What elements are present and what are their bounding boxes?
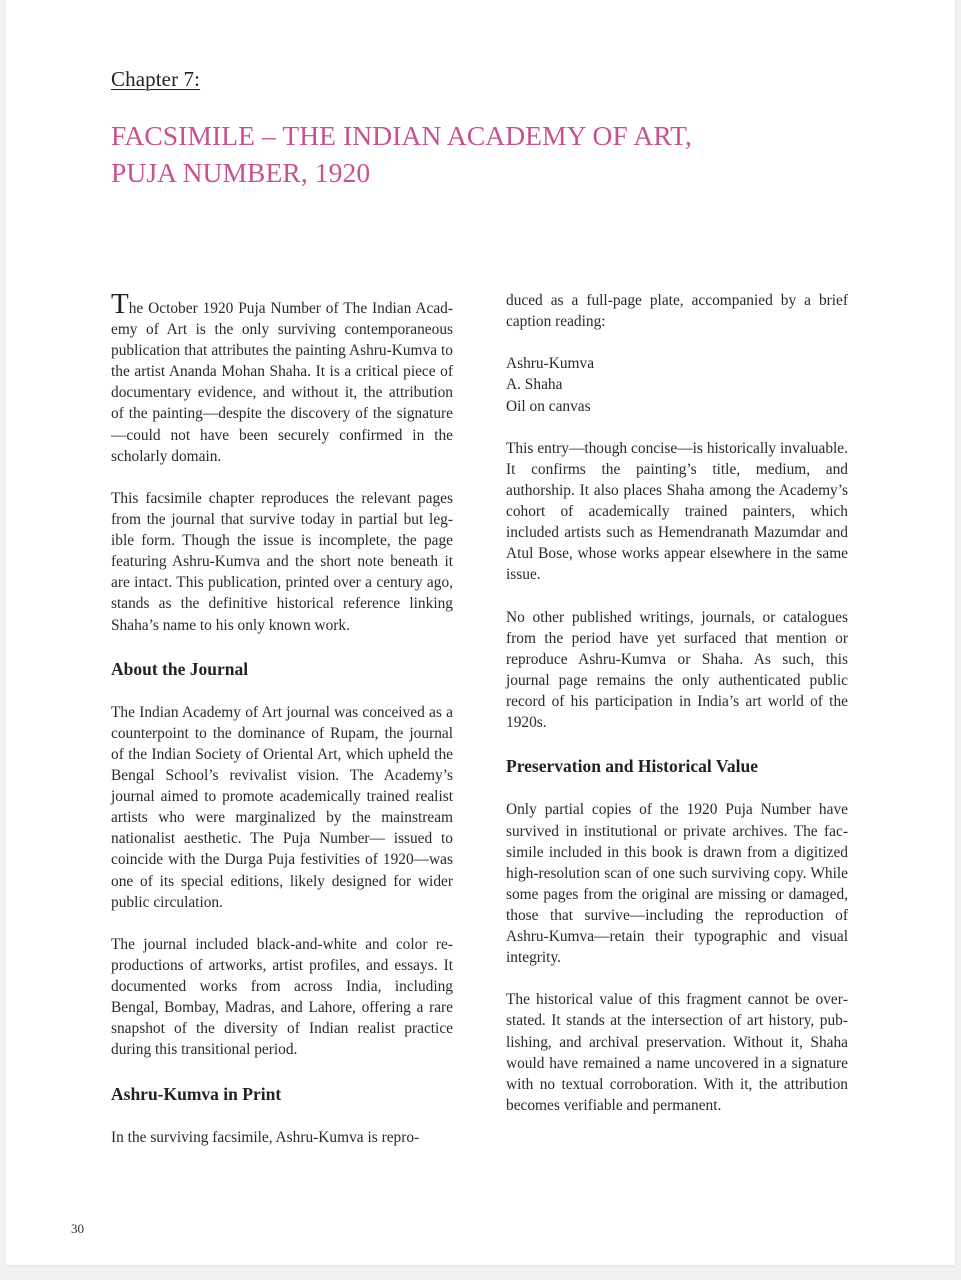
body-paragraph: In the surviving facsimile, Ashru-Kumva is repro-: [111, 1128, 420, 1146]
body-paragraph: No other published writings, journals, or catalogues from the period have yet surfaced that mention or reproduce Ashru-Kumva or Shaha. As such, this journal page remains the only authenticated public record of his participation in India’s art world of the 1920s.: [506, 608, 848, 732]
body-paragraph: This entry—though concise—is historically invaluable. It confirms the painting’s title, medium, and authorship. It also places Shaha among the Academy’s cohort of academically trained painters, which included artists such as Hemendranath Mazumdar and Atul Bose, whose works appear elsewhere in the same issue.: [506, 439, 848, 584]
intro-text: he October 1920 Puja Number of The Indian Academy of Art is the only surviving contemporaneous publication that attributes the painting Ashru-Kumva to the artist Ananda Mohan Shaha. It is a critical piece of documentary evidence, and without it, the attribution of the painting—despite the discovery of the signature—could not have been securely confirmed in the scholarly domain.: [111, 300, 453, 465]
body-paragraph: duced as a full-page plate, accompanied by a brief caption reading:: [506, 292, 848, 331]
chapter-title-line-2: PUJA NUMBER, 1920: [111, 157, 371, 188]
section-heading-about-journal: About the Journal: [111, 658, 249, 679]
drop-cap: T: [111, 288, 129, 320]
section-heading-preservation: Preservation and Historical Value: [506, 756, 758, 777]
book-page: [6, 0, 955, 1265]
chapter-label: Chapter 7:: [111, 67, 201, 91]
body-paragraph: Only partial copies of the 1920 Puja Number have survived in institutional or private archives. The facsimile included in this book is drawn from a digitized high-resolution scan of one such surviving copy. While some pages from the original are missing or damaged, those that survive—including the reproduction of Ashru-Kumva—retain their typographic and visual integrity.: [506, 801, 848, 967]
intro-paragraph: [111, 290, 453, 467]
page-number: 30: [71, 1221, 84, 1236]
caption-artist: A. Shaha: [506, 376, 563, 394]
chapter-title: [111, 117, 811, 191]
painting-caption: [506, 353, 848, 416]
left-column: [111, 290, 453, 1169]
caption-title: Ashru-Kumva: [506, 355, 595, 373]
body-paragraph: The historical value of this fragment cannot be overstated. It stands at the intersection of art history, publishing, and archival preservation. Without it, Shaha would have remained a name uncovered in a signature with no textual corroboration. With it, the attribution becomes verifiable and permanent.: [506, 991, 848, 1114]
body-paragraph: This facsimile chapter reproduces the relevant pages from the journal that survive today in partial but legible form. Though the issue is incomplete, the page featuring Ashru-Kumva and the short note beneath it are intact. This publication, printed over a century ago, stands as the definitive historical reference linking Shaha’s name to his only known work.: [111, 489, 453, 634]
body-paragraph: The journal included black-and-white and color reproductions of artworks, artist profiles, and essays. It documented works from across India, including Bengal, Bombay, Madras, and Lahore, offering a rare snapshot of the diversity of Indian realist practice during this transitional period.: [111, 935, 453, 1059]
chapter-title-line-1: FACSIMILE – THE INDIAN ACADEMY OF ART,: [111, 120, 692, 151]
right-column: [506, 290, 848, 1137]
body-paragraph: The Indian Academy of Art journal was conceived as a counterpoint to the dominance of Rupam, the journal of the Indian Society of Oriental Art, which upheld the Bengal School’s revivalist vision. The Academy’s journal aimed to promote academically trained realist artists who were marginalized by the mainstream nationalist aesthetic. The Puja Number— issued to coincide with the Durga Puja festivities of 1920—was one of its special editions, likely designed for wider public circulation.: [111, 703, 453, 911]
section-heading-ashru-kumva-in-print: Ashru-Kumva in Print: [111, 1083, 282, 1104]
caption-medium: Oil on canvas: [506, 397, 591, 415]
